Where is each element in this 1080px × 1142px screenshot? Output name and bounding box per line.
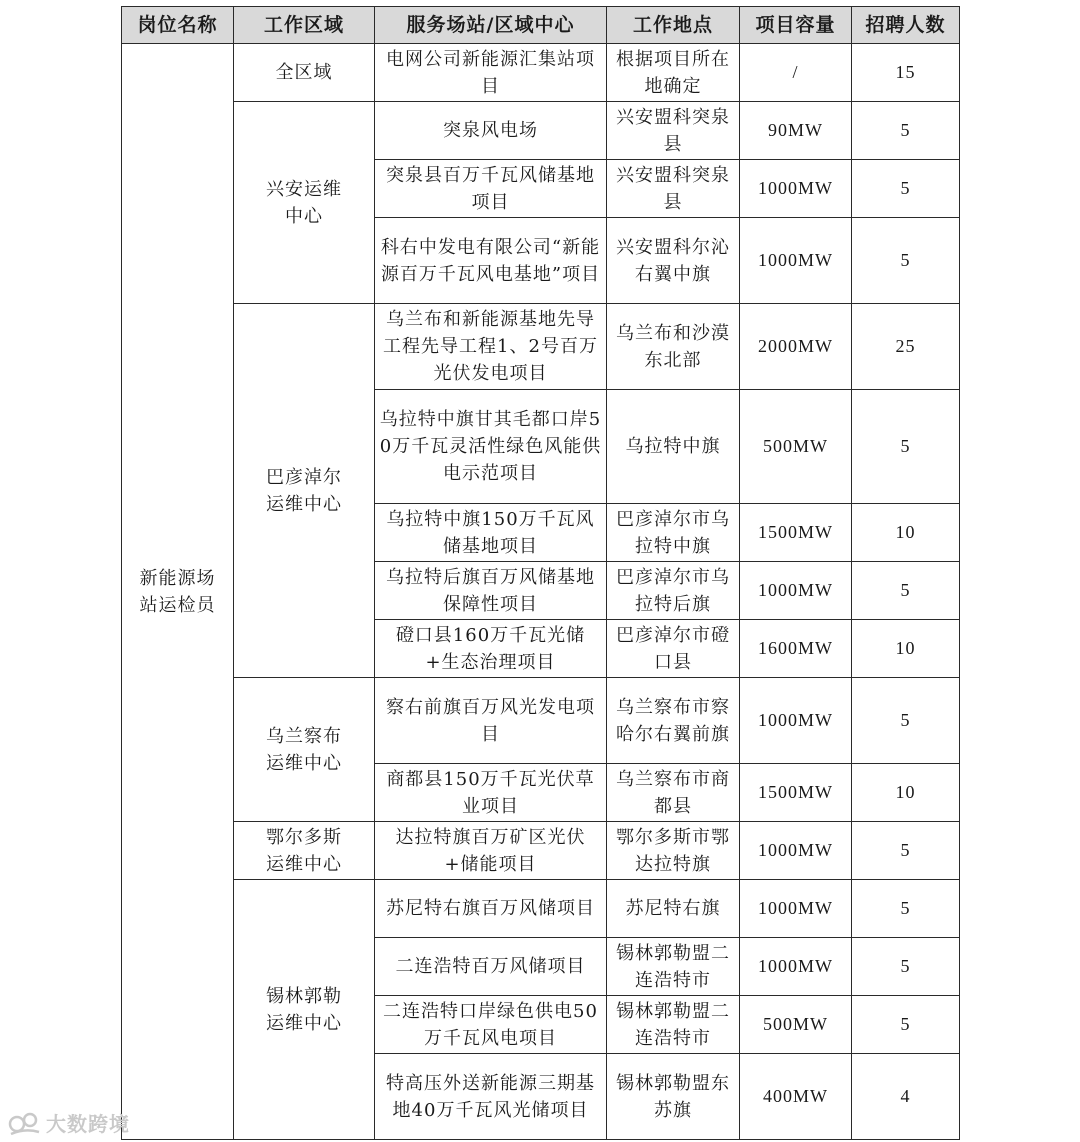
location-cell: 巴彦淖尔市乌拉特后旗 bbox=[607, 562, 740, 620]
capacity-cell: 1000MW bbox=[740, 880, 852, 938]
location-cell: 锡林郭勒盟东苏旗 bbox=[607, 1054, 740, 1140]
project-cell: 磴口县160万千瓦光储+生态治理项目 bbox=[375, 620, 607, 678]
location-cell: 巴彦淖尔市乌拉特中旗 bbox=[607, 504, 740, 562]
project-cell: 突泉县百万千瓦风储基地项目 bbox=[375, 160, 607, 218]
col-header-capacity: 项目容量 bbox=[740, 7, 852, 44]
location-cell: 乌兰布和沙漠东北部 bbox=[607, 304, 740, 390]
col-header-location: 工作地点 bbox=[607, 7, 740, 44]
count-cell: 5 bbox=[852, 938, 960, 996]
capacity-cell: 1000MW bbox=[740, 822, 852, 880]
area-cell-bayan: 巴彦淖尔运维中心 bbox=[234, 304, 375, 678]
capacity-cell: 1000MW bbox=[740, 678, 852, 764]
table-row bbox=[122, 822, 960, 880]
area-cell-wulan: 乌兰察布运维中心 bbox=[234, 678, 375, 822]
project-cell: 达拉特旗百万矿区光伏+储能项目 bbox=[375, 822, 607, 880]
capacity-cell: 1000MW bbox=[740, 938, 852, 996]
area-cell-xilin: 锡林郭勒运维中心 bbox=[234, 880, 375, 1140]
count-cell: 25 bbox=[852, 304, 960, 390]
col-header-area: 工作区域 bbox=[234, 7, 375, 44]
location-cell: 乌拉特中旗 bbox=[607, 390, 740, 504]
location-cell: 鄂尔多斯市鄂达拉特旗 bbox=[607, 822, 740, 880]
location-cell: 兴安盟科尔沁右翼中旗 bbox=[607, 218, 740, 304]
location-cell: 锡林郭勒盟二连浩特市 bbox=[607, 938, 740, 996]
count-cell: 5 bbox=[852, 822, 960, 880]
count-cell: 5 bbox=[852, 102, 960, 160]
area-cell-eerduosi: 鄂尔多斯运维中心 bbox=[234, 822, 375, 880]
location-cell: 巴彦淖尔市磴口县 bbox=[607, 620, 740, 678]
location-cell: 锡林郭勒盟二连浩特市 bbox=[607, 996, 740, 1054]
project-cell: 电网公司新能源汇集站项目 bbox=[375, 44, 607, 102]
count-cell: 5 bbox=[852, 678, 960, 764]
header-row bbox=[122, 7, 960, 44]
count-cell: 5 bbox=[852, 880, 960, 938]
project-cell: 特高压外送新能源三期基地40万千瓦风光储项目 bbox=[375, 1054, 607, 1140]
project-cell: 突泉风电场 bbox=[375, 102, 607, 160]
project-cell: 二连浩特口岸绿色供电50万千瓦风电项目 bbox=[375, 996, 607, 1054]
capacity-cell: 2000MW bbox=[740, 304, 852, 390]
table-row bbox=[122, 44, 960, 102]
capacity-cell: 500MW bbox=[740, 390, 852, 504]
project-cell: 科右中发电有限公司“新能源百万千瓦风电基地”项目 bbox=[375, 218, 607, 304]
location-cell: 根据项目所在地确定 bbox=[607, 44, 740, 102]
area-cell-xingan: 兴安运维中心 bbox=[234, 102, 375, 304]
area-cell-all: 全区域 bbox=[234, 44, 375, 102]
count-cell: 10 bbox=[852, 764, 960, 822]
count-cell: 5 bbox=[852, 996, 960, 1054]
project-cell: 乌拉特中旗150万千瓦风储基地项目 bbox=[375, 504, 607, 562]
capacity-cell: 1600MW bbox=[740, 620, 852, 678]
count-cell: 10 bbox=[852, 504, 960, 562]
capacity-cell: / bbox=[740, 44, 852, 102]
capacity-cell: 1000MW bbox=[740, 562, 852, 620]
capacity-cell: 1500MW bbox=[740, 504, 852, 562]
table-row bbox=[122, 304, 960, 390]
table-row bbox=[122, 880, 960, 938]
location-cell: 兴安盟科突泉县 bbox=[607, 102, 740, 160]
recruitment-table bbox=[121, 6, 960, 1140]
col-header-station: 服务场站/区域中心 bbox=[375, 7, 607, 44]
location-cell: 兴安盟科突泉县 bbox=[607, 160, 740, 218]
project-cell: 乌拉特后旗百万风储基地保障性项目 bbox=[375, 562, 607, 620]
location-cell: 苏尼特右旗 bbox=[607, 880, 740, 938]
count-cell: 15 bbox=[852, 44, 960, 102]
project-cell: 察右前旗百万风光发电项目 bbox=[375, 678, 607, 764]
position-cell: 新能源场站运检员 bbox=[122, 44, 234, 1140]
col-header-position: 岗位名称 bbox=[122, 7, 234, 44]
capacity-cell: 1000MW bbox=[740, 218, 852, 304]
col-header-headcount: 招聘人数 bbox=[852, 7, 960, 44]
project-cell: 商都县150万千瓦光伏草业项目 bbox=[375, 764, 607, 822]
table-row bbox=[122, 678, 960, 764]
count-cell: 5 bbox=[852, 390, 960, 504]
capacity-cell: 400MW bbox=[740, 1054, 852, 1140]
watermark-text: 大数跨境 bbox=[46, 1112, 130, 1136]
count-cell: 5 bbox=[852, 160, 960, 218]
location-cell: 乌兰察布市察哈尔右翼前旗 bbox=[607, 678, 740, 764]
watermark bbox=[8, 1108, 130, 1137]
count-cell: 10 bbox=[852, 620, 960, 678]
count-cell: 5 bbox=[852, 562, 960, 620]
project-cell: 二连浩特百万风储项目 bbox=[375, 938, 607, 996]
logo-mark-icon bbox=[8, 1110, 42, 1136]
table-row bbox=[122, 102, 960, 160]
project-cell: 苏尼特右旗百万风储项目 bbox=[375, 880, 607, 938]
project-cell: 乌兰布和新能源基地先导工程先导工程1、2号百万光伏发电项目 bbox=[375, 304, 607, 390]
count-cell: 5 bbox=[852, 218, 960, 304]
count-cell: 4 bbox=[852, 1054, 960, 1140]
project-cell: 乌拉特中旗甘其毛都口岸50万千瓦灵活性绿色风能供电示范项目 bbox=[375, 390, 607, 504]
capacity-cell: 1000MW bbox=[740, 160, 852, 218]
capacity-cell: 1500MW bbox=[740, 764, 852, 822]
capacity-cell: 500MW bbox=[740, 996, 852, 1054]
location-cell: 乌兰察布市商都县 bbox=[607, 764, 740, 822]
capacity-cell: 90MW bbox=[740, 102, 852, 160]
